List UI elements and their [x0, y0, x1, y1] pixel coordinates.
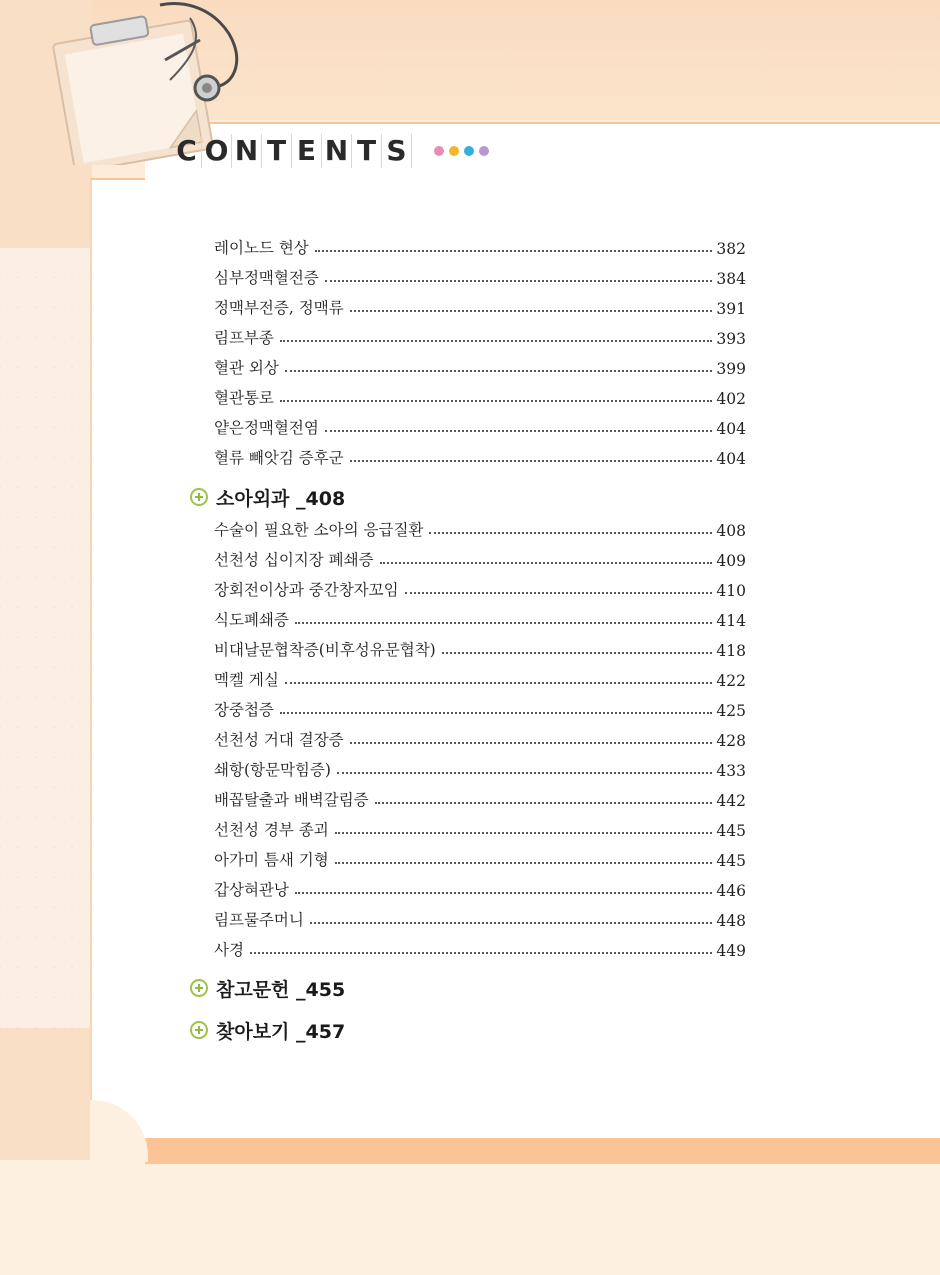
toc-entry-title: 멕켈 게실 — [214, 671, 279, 689]
toc-leader — [280, 399, 713, 402]
title-letter: N — [322, 134, 352, 168]
toc-entry[interactable] — [214, 666, 746, 690]
toc-entry-title: 혈관통로 — [214, 389, 274, 407]
section-title: 소아외과 _408 — [216, 487, 346, 510]
toc-entry-page: 446 — [716, 882, 746, 900]
toc-entry[interactable] — [214, 414, 746, 438]
toc-entry-title: 배꼽탈출과 배벽갈림증 — [214, 791, 369, 809]
toc-entry-title: 비대날문협착증(비후성유문협착) — [214, 641, 436, 659]
toc-entry-title: 선천성 십이지장 폐쇄증 — [214, 551, 374, 569]
toc-leader — [350, 741, 713, 744]
toc-entry-title: 얕은정맥혈전염 — [214, 419, 319, 437]
toc-entry-page: 449 — [716, 942, 746, 960]
toc-entry-title: 림프부종 — [214, 329, 274, 347]
toc-leader — [429, 531, 712, 534]
toc-entry-page: 445 — [716, 852, 746, 870]
toc-entry-title: 사경 — [214, 941, 244, 959]
section-heading-references[interactable] — [190, 974, 345, 1002]
toc-entry-page: 414 — [716, 612, 746, 630]
toc-entry[interactable] — [214, 234, 746, 258]
toc-entry-title: 수술이 필요한 소아의 응급질환 — [214, 521, 424, 539]
toc-entry-page: 445 — [716, 822, 746, 840]
contents-title — [172, 134, 489, 168]
toc-entry-page: 408 — [716, 522, 746, 540]
toc-entry-page: 422 — [716, 672, 746, 690]
toc-entry-page: 404 — [716, 450, 746, 468]
toc-leader — [350, 459, 713, 462]
toc-leader — [280, 339, 713, 342]
toc-entry[interactable] — [214, 786, 746, 810]
decorative-dots — [434, 146, 489, 156]
toc-entry-page: 404 — [716, 420, 746, 438]
plus-circle-icon — [190, 488, 208, 506]
toc-entry[interactable] — [214, 546, 746, 570]
toc-entry-title: 레이노드 현상 — [214, 239, 309, 257]
toc-entry-title: 선천성 경부 종괴 — [214, 821, 329, 839]
toc-entry[interactable] — [214, 384, 746, 408]
title-letter: T — [262, 134, 292, 168]
toc-entry[interactable] — [214, 846, 746, 870]
toc-leader — [295, 891, 713, 894]
toc-entry-page: 418 — [716, 642, 746, 660]
toc-entry-title: 선천성 거대 결장증 — [214, 731, 344, 749]
toc-leader — [250, 951, 712, 954]
toc-entry[interactable] — [214, 906, 746, 930]
toc-entry-title: 쇄항(항문막힘증) — [214, 761, 331, 779]
toc-entry-page: 433 — [716, 762, 746, 780]
toc-entry-page: 428 — [716, 732, 746, 750]
section-heading-pediatric[interactable] — [190, 483, 345, 511]
title-letter: T — [352, 134, 382, 168]
toc-entry-title: 장중첩증 — [214, 701, 274, 719]
toc-entry-page: 425 — [716, 702, 746, 720]
toc-entry-page: 410 — [716, 582, 746, 600]
toc-leader — [285, 681, 713, 684]
toc-leader — [285, 369, 713, 372]
dot-purple — [479, 146, 489, 156]
left-pattern — [0, 248, 92, 1028]
bottom-bar — [145, 1138, 940, 1164]
toc-entry-title: 갑상혀관낭 — [214, 881, 289, 899]
toc-entry-page: 382 — [716, 240, 746, 258]
dot-blue — [464, 146, 474, 156]
toc-entry-title: 아가미 틈새 기형 — [214, 851, 329, 869]
toc-leader — [380, 561, 713, 564]
toc-entry-title: 정맥부전증, 정맥류 — [214, 299, 344, 317]
toc-leader — [405, 591, 713, 594]
toc-entry[interactable] — [214, 576, 746, 600]
toc-entry-page: 391 — [716, 300, 746, 318]
plus-circle-icon — [190, 1021, 208, 1039]
toc-leader — [315, 249, 713, 252]
toc-entry[interactable] — [214, 696, 746, 720]
toc-entry-title: 식도폐쇄증 — [214, 611, 289, 629]
toc-entry[interactable] — [214, 606, 746, 630]
title-letter: S — [382, 134, 412, 168]
toc-entry-title: 심부정맥혈전증 — [214, 269, 319, 287]
toc-entry[interactable] — [214, 324, 746, 348]
toc-entry-title: 혈관 외상 — [214, 359, 279, 377]
toc-leader — [350, 309, 713, 312]
section-title: 찾아보기 _457 — [216, 1020, 346, 1043]
toc-entry[interactable] — [214, 516, 746, 540]
toc-entry[interactable] — [214, 756, 746, 780]
toc-entry-page: 399 — [716, 360, 746, 378]
toc-entry[interactable] — [214, 726, 746, 750]
toc-entry[interactable] — [214, 264, 746, 288]
toc-leader — [442, 651, 713, 654]
toc-leader — [325, 429, 713, 432]
toc-entry-page: 409 — [716, 552, 746, 570]
toc-entry-title: 장회전이상과 중간창자꼬임 — [214, 581, 399, 599]
toc-leader — [335, 861, 713, 864]
toc-entry[interactable] — [214, 354, 746, 378]
toc-entry[interactable] — [214, 816, 746, 840]
toc-leader — [310, 921, 713, 924]
dot-pink — [434, 146, 444, 156]
toc-entry-page: 393 — [716, 330, 746, 348]
toc-leader — [375, 801, 713, 804]
toc-leader — [335, 831, 713, 834]
toc-entry-title: 혈류 빼앗김 증후군 — [214, 449, 344, 467]
toc-entry[interactable] — [214, 636, 746, 660]
title-letter: O — [202, 134, 232, 168]
toc-entry-page: 448 — [716, 912, 746, 930]
toc-entry-page: 384 — [716, 270, 746, 288]
toc-entry[interactable] — [214, 876, 746, 900]
bottom-background — [0, 1160, 940, 1275]
title-letter: E — [292, 134, 322, 168]
toc-entry[interactable] — [214, 294, 746, 318]
toc-leader — [325, 279, 713, 282]
title-letter: C — [172, 134, 202, 168]
title-letter: N — [232, 134, 262, 168]
section-heading-index[interactable] — [190, 1016, 345, 1044]
toc-leader — [295, 621, 713, 624]
toc-entry[interactable] — [214, 936, 746, 960]
dot-yellow — [449, 146, 459, 156]
toc-leader — [280, 711, 713, 714]
toc-entry-page: 442 — [716, 792, 746, 810]
toc-leader — [337, 771, 713, 774]
toc-entry-page: 402 — [716, 390, 746, 408]
section-title: 참고문헌 _455 — [216, 978, 346, 1001]
toc-entry[interactable] — [214, 444, 746, 468]
plus-circle-icon — [190, 979, 208, 997]
toc-entry-title: 림프물주머니 — [214, 911, 304, 929]
